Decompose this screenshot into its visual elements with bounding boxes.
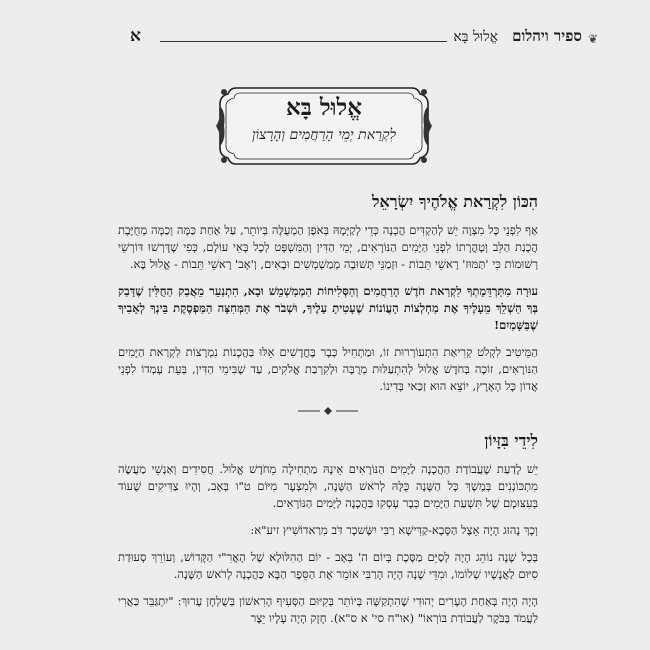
divider-ornament-icon: [298, 406, 358, 416]
running-head: [130, 24, 598, 46]
running-head-rule: [160, 31, 447, 42]
section-divider: [118, 405, 538, 419]
ornament-icon: ❦: [587, 32, 598, 46]
paragraph: בְּכָל שָׁנָה נוֹהֵג הָיָה לְסַיֵּם מַסֶּכֶת בְּיוֹם ה' בְּאָב - יוֹם הַהִלּוּלָא שֶׁל הָאֲרִ"י הַקָּדוֹשׁ, וְעוֹרֵךְ סְעוּדַת סִיּוּם לַאֲנָשָׁיו שְׁלוֹמוֹ, וּמִדֵּי שָׁנָה הָיָה הָרַבִּי אוֹמֵר אֶת הַסֵּפֶר הַבָּא כַּהֲכָנָה לְרֹאשׁ הַשָּׁנָה.: [118, 550, 538, 581]
running-head-chapter: אֱלוּל בָּא: [453, 29, 499, 45]
chapter-title-frame: [214, 82, 434, 170]
section-heading: הִכּוֹן לִקְרַאת אֱלֹהֶיךָ יִשְׂרָאֵל: [372, 192, 538, 211]
page-body: [118, 192, 538, 637]
section-heading: לִידֵי בִּזָּיוֹן: [484, 431, 538, 450]
running-head-book-title: ספיר ויהלום: [512, 27, 582, 45]
page-letter: א: [130, 26, 141, 46]
paragraph: הָיָה הָיָה בְּאַחַת הֶעָרִים יְהוּדִי שֶׁהִתְקַשָּׁה בְּיוֹתֵר בְּקִיּוּם הַסְּעִיף הָרִאשׁוֹן בְּשֻׁלְחָן עָרוּךְ: "יִתְגַּבֵּר כַּאֲרִי לַעֲמֹד בַּבֹּקֶר לַעֲבוֹדַת בּוֹרְאוֹ" (או"ח סי' א ס"א). חָזָק הָיָה עָלָיו יֵצֶר: [118, 594, 538, 625]
paragraph: הַמֵּיטִיב לִקְלֹט קְרִיאַת הִתְעוֹרְרוּת זוֹ, וּמַתְחִיל כְּבָר בֶּחֳדָשִׁים אֵלּוּ בַּהֲכָנוֹת נִמְרָצוֹת לִקְרַאת הַיָּמִים הַנּוֹרָאִים, זוֹכֶה בְּחֹדֶשׁ אֱלוּל לְהִתְעַלּוּת מְרֻבָּה וּלְקִרְבַת אֱלֹקִים, עַד שֶׁבִּימֵי הַדִּין, בְּעֵת עָמְדוֹ לִפְנֵי אֲדוֹן כָּל הָאָרֶץ, יוֹצֵא הוּא זַכַּאי בְּדִינוֹ.: [118, 345, 538, 393]
chapter-subtitle: לִקְרַאת יְמֵי הָרַחֲמִים וְהָרָצוֹן: [251, 127, 397, 143]
chapter-title: אֱלוּל בָּא: [285, 94, 363, 121]
paragraph: וְכָךְ נָהוּג הָיָה אֵצֶל הַסָּבָא-קַדִּישָׁא רַבִּי יִשָּׂשכָר דֹּב מִרַאדוֹשִׁיץ זיע"א:: [250, 523, 538, 537]
paragraph: אַף לִפְנֵי כָּל מִצְוָה יֵשׁ לְהַקְדִּים הֲכָנָה כְּדֵי לְקַיְּמָהּ בְּאֹפֶן הַמְעֻלֶּה בְּיוֹתֵר, עַל אַחַת כַּמָּה וְכַמָּה מְחֻיֶּבֶת הֲכָנַת הַלֵּב וְטָהֳרָתוֹ לִפְנֵי הַיָּמִים הַנּוֹרָאִים, יְמֵי הַדִּין וְהַמִּשְׁפָּט לְכָל בָּאֵי עוֹלָם, כְּפִי שֶׁדָּרְשׁוּ דּוֹרְשֵׁי רְשׁוּמוֹת כִּי 'תַּמּוּז' רָאשֵׁי תֵּבוֹת - וּזְמַנֵּי תְּשׁוּבָה מְמַשְׁמְשִׁים וּבָאִים, וְ'אָב' רָאשֵׁי תֵּבוֹת - אֱלוּל בָּא.: [118, 223, 538, 271]
paragraph: עוּרָה מִתַּרְדֵּמָתְךָ לִקְרַאת חֹדֶשׁ הָרַחֲמִים וְהַסְּלִיחוֹת הַמְמַשְׁמֵשׁ וּבָא, הִתְנַעֵר מֵאֲבַק הַחֻלִּין שֶׁדָּבַק בְּךָ הַשְׁלֵךְ מֵעָלֶיךָ אֶת מַחְלְצוֹת הָעֲוֹנוֹת שֶׁעָטִיתָ עָלֶיךָ, וּשְׁבֹר אֶת הַמְּחִצָּה הַמַּפְסֶקֶת בֵּינְךָ לְאָבִיךָ שֶׁבַּשָּׁמַיִם!: [118, 284, 538, 332]
paragraph: יֵשׁ לָדַעַת שֶׁעֲבוֹדַת הַהֲכָנָה לַיָּמִים הַנּוֹרָאִים אֵינָהּ מַתְחִילָה מֵחֹדֶשׁ אֱלוּל. חֲסִידִים וְאַנְשֵׁי מַעֲשֶׂה מִתְכּוֹנְנִים בְּמֶשֶׁךְ כָּל הַשָּׁנָה כֻּלָּהּ לְרֹאשׁ הַשָּׁנָה, וּלְמִצְעָר מִיּוֹם ט"ו בְּאָב, וְהָיוּ צַדִּיקִים שֶׁעוֹד בְּעִצּוּמָם שֶׁל תִּשְׁעַת הַיָּמִים כְּבָר עָסְקוּ בַּהֲכָנָה לַיָּמִים הַנּוֹרָאִים.: [118, 462, 538, 510]
